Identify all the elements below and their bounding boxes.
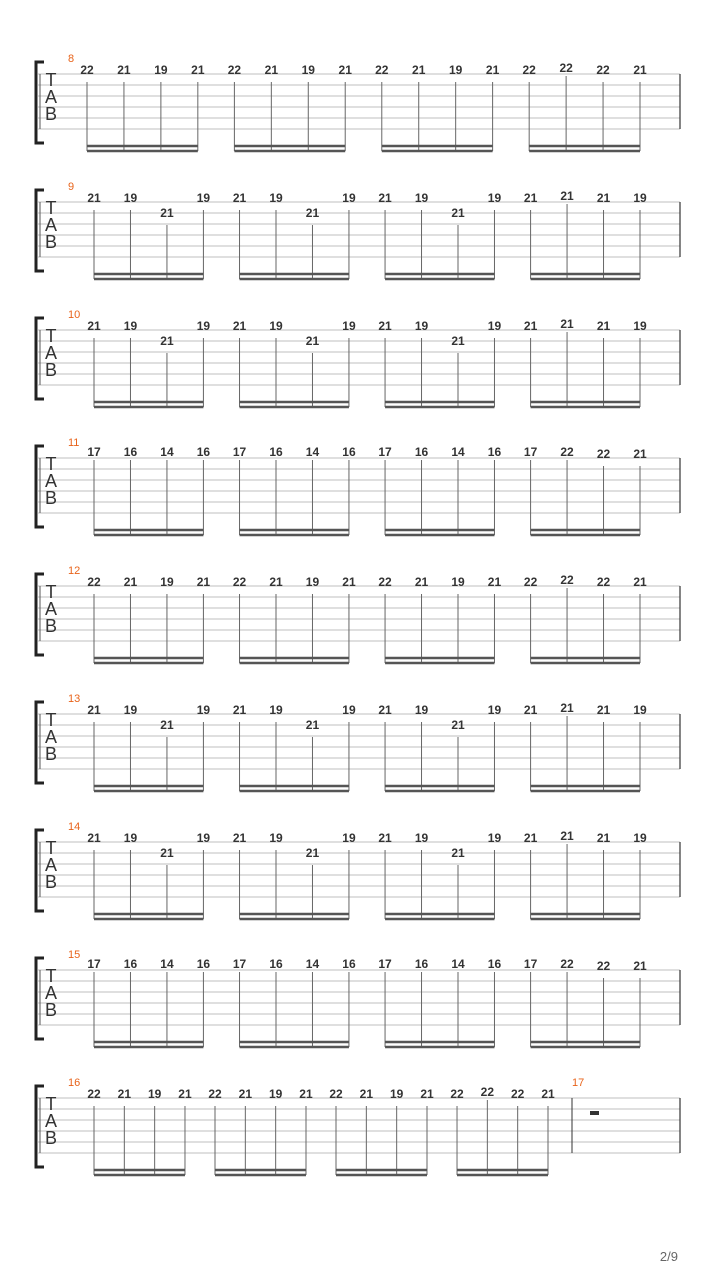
fret-number: 21 [523,831,538,845]
tab-clef-letter: A [44,343,58,363]
tab-clef-letter: A [44,855,58,875]
tab-clef-letter: B [44,232,58,252]
fret-number: 21 [414,575,429,589]
fret-number: 21 [633,63,647,77]
fret-number: 17 [87,957,101,971]
fret-number: 22 [329,1087,343,1101]
fret-number: 22 [560,445,574,459]
fret-number: 17 [523,445,538,459]
measure-number: 15 [68,949,81,961]
fret-number: 16 [269,445,283,459]
tab-clef-letter: B [44,1000,58,1020]
tab-clef-letter: B [44,616,58,636]
fret-number: 19 [123,831,138,845]
fret-number: 22 [87,575,101,589]
fret-number: 21 [378,319,392,333]
fret-number: 21 [87,703,101,717]
fret-number: 22 [596,63,610,77]
tab-clef-letter: T [45,838,57,858]
fret-number: 19 [269,703,283,717]
fret-number: 14 [160,957,174,971]
fret-number: 19 [123,319,138,333]
tab-clef-letter: T [45,326,57,346]
fret-number: 16 [414,445,429,459]
fret-number: 19 [633,831,647,845]
fret-number: 21 [560,317,574,331]
fret-number: 21 [299,1087,313,1101]
whole-rest [590,1111,599,1115]
fret-number: 19 [342,831,356,845]
fret-number: 19 [147,1087,162,1101]
fret-number: 21 [596,191,611,205]
tab-clef-letter: A [44,1111,58,1131]
fret-number: 21 [305,334,320,348]
fret-number: 21 [378,703,392,717]
fret-number: 16 [342,445,356,459]
fret-number: 21 [178,1087,192,1101]
fret-number: 21 [87,831,101,845]
fret-number: 21 [451,334,465,348]
fret-number: 19 [487,703,502,717]
fret-number: 22 [522,63,536,77]
fret-number: 21 [232,703,247,717]
fret-number: 16 [342,957,356,971]
fret-number: 22 [378,575,392,589]
fret-number: 17 [87,445,101,459]
fret-number: 21 [232,831,247,845]
fret-number: 21 [560,829,574,843]
tab-clef-letter: T [45,454,57,474]
fret-number: 22 [560,957,574,971]
fret-number: 21 [305,206,320,220]
tab-clef-letter: T [45,198,57,218]
fret-number: 22 [375,63,389,77]
tab-clef-letter: B [44,872,58,892]
fret-number: 16 [123,957,138,971]
fret-number: 14 [451,957,465,971]
fret-number: 14 [160,445,174,459]
fret-number: 19 [487,831,502,845]
fret-number: 21 [451,846,465,860]
fret-number: 22 [87,1087,101,1101]
fret-number: 21 [487,575,502,589]
fret-number: 19 [269,831,283,845]
fret-number: 21 [633,575,647,589]
fret-number: 21 [523,703,538,717]
fret-number: 19 [414,191,429,205]
fret-number: 21 [378,191,392,205]
fret-number: 16 [487,445,502,459]
fret-number: 19 [123,703,138,717]
tab-clef-letter: A [44,471,58,491]
tab-clef-letter: B [44,360,58,380]
fret-number: 22 [559,61,573,75]
fret-number: 21 [451,718,465,732]
fret-number: 21 [420,1087,434,1101]
fret-number: 16 [123,445,138,459]
tab-clef-letter: T [45,1094,57,1114]
fret-number: 19 [633,191,647,205]
fret-number: 21 [485,63,500,77]
fret-number: 16 [196,445,211,459]
tab-clef-letter: T [45,582,57,602]
fret-number: 21 [596,703,611,717]
tab-clef-letter: T [45,966,57,986]
fret-number: 22 [523,575,538,589]
tab-clef-letter: A [44,215,58,235]
fret-number: 19 [196,191,211,205]
fret-number: 19 [342,703,356,717]
fret-number: 19 [268,1087,283,1101]
fret-number: 19 [196,319,211,333]
tab-clef-letter: T [45,70,57,90]
fret-number: 21 [160,206,174,220]
fret-number: 21 [232,319,247,333]
fret-number: 21 [523,191,538,205]
fret-number: 19 [414,831,429,845]
fret-number: 19 [414,319,429,333]
fret-number: 22 [80,63,94,77]
fret-number: 19 [633,703,647,717]
fret-number: 22 [227,63,242,77]
fret-number: 16 [269,957,283,971]
fret-number: 19 [269,191,283,205]
fret-number: 19 [301,63,315,77]
fret-number: 21 [338,63,352,77]
fret-number: 22 [480,1085,495,1099]
fret-number: 21 [596,831,611,845]
fret-number: 21 [378,831,392,845]
tab-clef-letter: B [44,744,58,764]
measure-number: 14 [68,821,81,833]
measure-number: 9 [68,181,75,193]
measure-number: 12 [68,565,81,577]
fret-number: 19 [123,191,138,205]
tab-clef-letter: B [44,1128,58,1148]
fret-number: 21 [451,206,465,220]
measure-number: 10 [68,309,81,321]
fret-number: 21 [238,1087,253,1101]
fret-number: 21 [191,63,205,77]
fret-number: 19 [196,831,211,845]
tab-clef-letter: T [45,710,57,730]
fret-number: 22 [560,573,574,587]
fret-number: 17 [378,445,392,459]
fret-number: 17 [232,445,247,459]
tab-clef-letter: A [44,983,58,1003]
tab-clef-letter: B [44,488,58,508]
fret-number: 17 [378,957,392,971]
fret-number: 19 [389,1087,404,1101]
fret-number: 17 [523,957,538,971]
fret-number: 21 [305,846,320,860]
fret-number: 19 [154,63,168,77]
fret-number: 21 [123,575,138,589]
fret-number: 21 [359,1087,374,1101]
tab-clef-letter: B [44,104,58,124]
fret-number: 19 [414,703,429,717]
fret-number: 22 [510,1087,525,1101]
fret-number: 14 [305,445,320,459]
tab-clef-letter: A [44,727,58,747]
fret-number: 19 [451,575,465,589]
fret-number: 19 [448,63,463,77]
fret-number: 19 [342,319,356,333]
fret-number: 16 [196,957,211,971]
page-number: 2/9 [659,1249,678,1264]
measure-number: 8 [68,53,75,65]
fret-number: 21 [560,189,574,203]
fret-number: 21 [160,718,174,732]
measure-number: 16 [68,1077,81,1089]
fret-number: 19 [487,191,502,205]
fret-number: 21 [633,959,647,973]
fret-number: 19 [196,703,211,717]
fret-number: 21 [87,319,101,333]
fret-number: 21 [633,447,647,461]
fret-number: 21 [596,319,611,333]
fret-number: 21 [160,334,174,348]
measure-number: 13 [68,693,81,705]
measure-number: 11 [68,437,80,449]
fret-number: 22 [232,575,247,589]
fret-number: 19 [160,575,174,589]
fret-number: 22 [596,575,611,589]
fret-number: 21 [196,575,211,589]
fret-number: 21 [264,63,279,77]
fret-number: 19 [305,575,320,589]
fret-number: 19 [342,191,356,205]
fret-number: 21 [87,191,101,205]
fret-number: 22 [208,1087,222,1101]
fret-number: 21 [541,1087,555,1101]
fret-number: 21 [523,319,538,333]
fret-number: 21 [342,575,356,589]
fret-number: 14 [305,957,320,971]
fret-number: 22 [596,447,611,461]
fret-number: 21 [117,1087,132,1101]
tab-clef-letter: A [44,599,58,619]
fret-number: 17 [232,957,247,971]
fret-number: 22 [596,959,611,973]
measure-number: 17 [572,1077,585,1089]
fret-number: 21 [412,63,426,77]
fret-number: 21 [232,191,247,205]
fret-number: 16 [414,957,429,971]
fret-number: 19 [269,319,283,333]
fret-number: 21 [160,846,174,860]
fret-number: 21 [560,701,574,715]
tab-clef-letter: A [44,87,58,107]
fret-number: 21 [269,575,283,589]
fret-number: 19 [633,319,647,333]
fret-number: 21 [305,718,320,732]
fret-number: 22 [450,1087,464,1101]
fret-number: 21 [117,63,131,77]
fret-number: 14 [451,445,465,459]
fret-number: 16 [487,957,502,971]
fret-number: 19 [487,319,502,333]
